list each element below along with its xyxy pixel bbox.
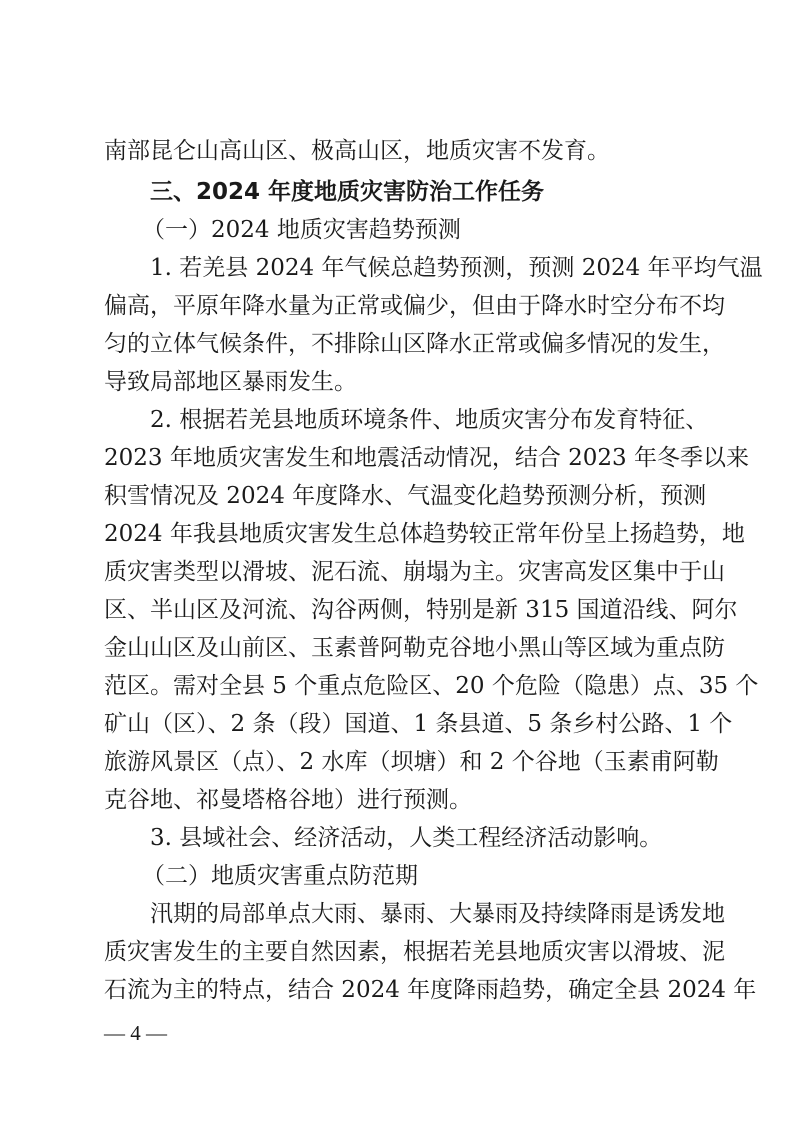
paragraph-line: 2024 年我县地质灾害发生总体趋势较正常年份呈上扬趋势，地 [104,521,745,547]
paragraph-line: 3. 县域社会、经济活动，人类工程经济活动影响。 [150,825,663,851]
paragraph-line: 石流为主的特点，结合 2024 年度降雨趋势，确定全县 2024 年 [104,977,757,1003]
paragraph-line: 矿山（区）、2 条（段）国道、1 条县道、5 条乡村公路、1 个 [104,711,733,737]
paragraph-line: 偏高，平原年降水量为正常或偏少，但由于降水时空分布不均 [104,293,725,319]
paragraph-line: 2. 根据若羌县地质环境条件、地质灾害分布发育特征、 [150,407,709,433]
paragraph-line: 2023 年地质灾害发生和地震活动情况，结合 2023 年冬季以来 [104,445,749,471]
paragraph-line: 质灾害发生的主要自然因素，根据若羌县地质灾害以滑坡、泥 [104,939,725,965]
paragraph-line: 范区。需对全县 5 个重点危险区、20 个危险（隐患）点、35 个 [104,673,759,699]
paragraph-line: 汛期的局部单点大雨、暴雨、大暴雨及持续降雨是诱发地 [150,901,725,927]
paragraph-line: 金山山区及山前区、玉素普阿勒克谷地小黑山等区域为重点防 [104,635,725,661]
paragraph-line: 克谷地、祁曼塔格谷地）进行预测。 [104,787,472,813]
section-heading: 三、2024 年度地质灾害防治工作任务 [150,179,545,205]
paragraph-line: 导致局部地区暴雨发生。 [104,369,357,395]
page-number: — 4 — [104,1021,167,1045]
paragraph-line: 旅游风景区（点）、2 水库（坝塘）和 2 个谷地（玉素甫阿勒 [104,749,719,775]
paragraph-line: 质灾害类型以滑坡、泥石流、崩塌为主。灾害高发区集中于山 [104,559,725,585]
subsection-heading: （一）2024 地质灾害趋势预测 [142,217,461,243]
paragraph-line: 区、半山区及河流、沟谷两侧，特别是新 315 国道沿线、阿尔 [104,597,738,623]
subsection-heading: （二）地质灾害重点防范期 [142,863,418,889]
paragraph-line: 南部昆仑山高山区、极高山区，地质灾害不发育。 [104,138,610,164]
paragraph-line: 1. 若羌县 2024 年气候总趋势预测，预测 2024 年平均气温 [150,255,763,281]
paragraph-line: 积雪情况及 2024 年度降水、气温变化趋势预测分析，预测 [104,483,707,509]
paragraph-line: 匀的立体气候条件，不排除山区降水正常或偏多情况的发生， [104,331,725,357]
